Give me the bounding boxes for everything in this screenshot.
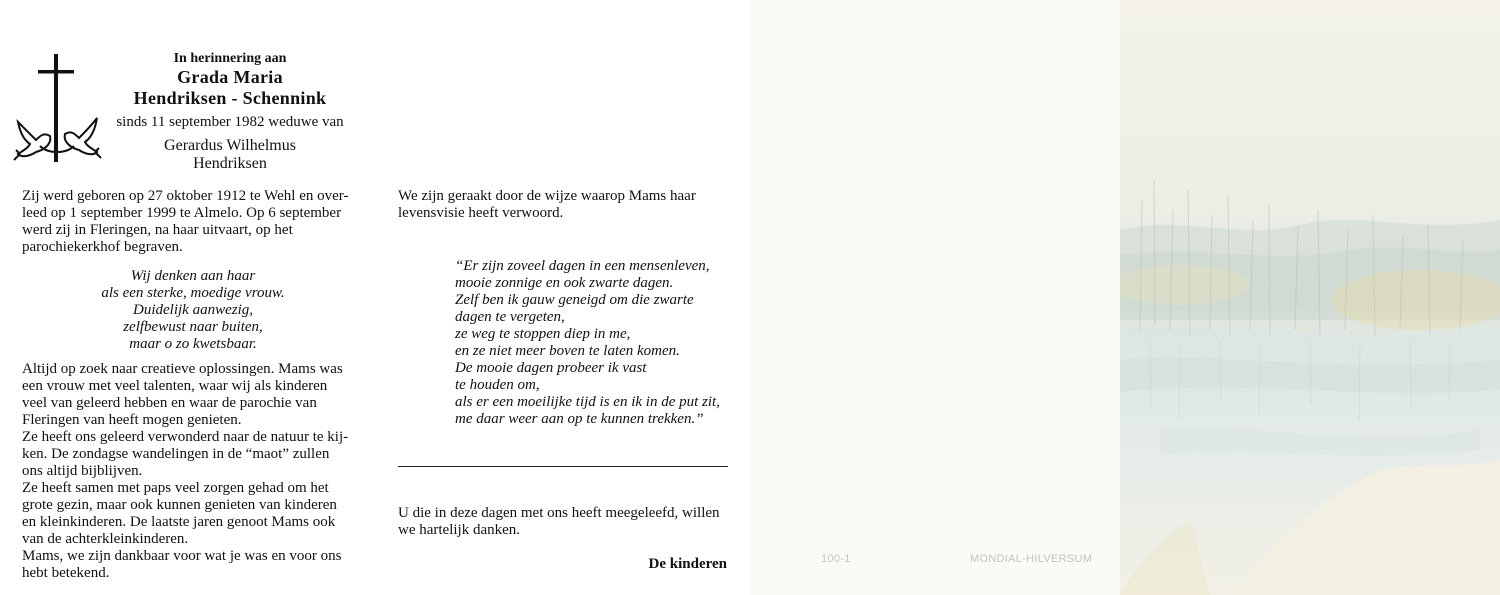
poem-line: zelfbewust naar buiten, (123, 319, 263, 335)
memory-line: Altijd op zoek naar creatieve oplossingen. Mams was (22, 361, 343, 377)
memory-line: ons altijd bijblijven. (22, 463, 143, 479)
memory-line: veel van geleerd hebben en waar de parochie van (22, 395, 317, 411)
memory-line: ken. De zondagse wandelingen in de “maot” zullen (22, 446, 330, 462)
poem-line: als een sterke, moedige vrouw. (101, 285, 285, 301)
memory-paragraph (22, 361, 364, 582)
quote-line: “Er zijn zoveel dagen in een mensenleven, (455, 258, 710, 274)
poem-line: maar o zo kwetsbaar. (129, 336, 257, 352)
memory-line: Ze heeft ons geleerd verwonderd naar de natuur te kij- (22, 429, 349, 445)
bio-line: Zij werd geboren op 27 oktober 1912 te Wehl en over- (22, 188, 349, 204)
quote-line: en ze niet meer boven te laten komen. (455, 343, 680, 359)
spouse-name-last: Hendriksen (193, 155, 267, 172)
quote-line: mooie zonnige en ook zwarte dagen. (455, 275, 674, 291)
intro-line: We zijn geraakt door de wijze waarop Mams haar (398, 188, 696, 204)
intro-line: levensvisie heeft verwoord. (398, 205, 564, 221)
memory-line: Mams, we zijn dankbaar voor wat je was en voor ons (22, 548, 342, 564)
deceased-name-last: Hendriksen - Schennink (133, 88, 327, 108)
poem-line: Duidelijk aanwezig, (133, 302, 253, 318)
card-middle-panel (385, 0, 750, 595)
watercolor-landscape-painting (1120, 0, 1500, 595)
bio-paragraph (22, 188, 364, 256)
bio-line: parochiekerkhof begraven. (22, 239, 183, 255)
memory-line: Ze heeft samen met paps veel zorgen gehad om het (22, 480, 329, 496)
intro-paragraph (398, 188, 728, 222)
memory-line: van de achterkleinkinderen. (22, 531, 189, 547)
poem-block (22, 268, 364, 353)
thanks-paragraph (398, 505, 728, 539)
deceased-name-first: Grada Maria (177, 67, 283, 87)
divider-line (398, 466, 728, 467)
heading-intro: In herinnering aan (173, 51, 287, 66)
bio-line: leed op 1 september 1999 te Almelo. Op 6 september (22, 205, 342, 221)
quote-line: Zelf ben ik gauw geneigd om die zwarte (455, 292, 694, 308)
memory-line: grote gezin, maar ook kunnen genieten van kinderen (22, 497, 337, 513)
quote-line: te houden om, (455, 377, 540, 393)
card-back-panel (750, 0, 1120, 595)
card-art-panel (1120, 0, 1500, 595)
spouse-name-first: Gerardus Wilhelmus (164, 137, 296, 154)
signature: De kinderen (648, 556, 727, 572)
quote-line: me daar weer aan op te kunnen trekken.” (455, 411, 704, 427)
bio-line: werd zij in Fleringen, na haar uitvaart, op het (22, 222, 293, 238)
thanks-line: U die in deze dagen met ons heeft meegeleefd, willen (398, 505, 720, 521)
quote-block (455, 258, 730, 428)
card-left-panel (0, 0, 385, 595)
quote-line: De mooie dagen probeer ik vast (455, 360, 647, 376)
poem-line: Wij denken aan haar (130, 268, 256, 284)
memory-line: hebt betekend. (22, 565, 110, 581)
publisher-label: MONDIAL-HILVERSUM (970, 553, 1093, 565)
heading-block (110, 50, 350, 173)
thanks-line: we hartelijk danken. (398, 522, 521, 538)
quote-line: dagen te vergeten, (455, 309, 565, 325)
cross-with-doves-icon (10, 50, 105, 170)
quote-line: als er een moeilijke tijd is en ik in de put zit, (455, 394, 720, 410)
widow-line: sinds 11 september 1982 weduwe van (116, 114, 344, 130)
print-code: 100-1 (821, 553, 851, 565)
quote-line: ze weg te stoppen diep in me, (455, 326, 631, 342)
memory-line: en kleinkinderen. De laatste jaren genoot Mams ook (22, 514, 336, 530)
memory-line: een vrouw met veel talenten, waar wij als kinderen (22, 378, 328, 394)
memory-line: Fleringen van heeft mogen genieten. (22, 412, 242, 428)
